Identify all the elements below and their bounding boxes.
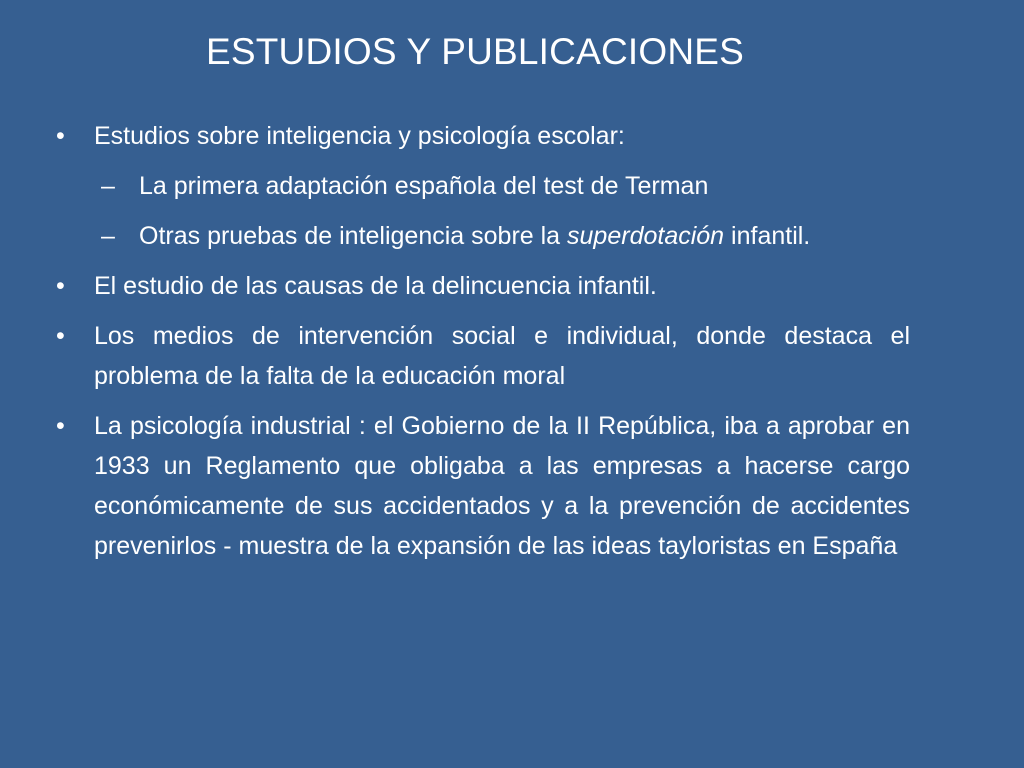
bullet-marker: • (56, 322, 65, 350)
bullet-marker: • (56, 122, 65, 150)
emphasis-text: superdotación (567, 222, 725, 250)
bullet-item (56, 406, 910, 566)
bullet-item (56, 316, 910, 396)
slide-title: ESTUDIOS Y PUBLICACIONES (205, 31, 745, 72)
bullet-text-after: infantil. (724, 222, 811, 250)
dash-marker: – (101, 222, 115, 250)
bullet-text: Los medios de intervención social e individual, donde destaca el problema de la falta de la educación moral (94, 322, 910, 390)
sub-bullet-item (56, 216, 910, 256)
bullet-item (56, 266, 910, 306)
sub-bullet-item (56, 166, 910, 206)
bullet-marker: • (56, 412, 65, 440)
dash-marker: – (101, 172, 115, 200)
bullet-text: La psicología industrial : el Gobierno de la II República, iba a aprobar en 1933 un Reglamento que obligaba a las empresas a hacerse cargo económicamente de sus accidentados y a la prevención de accidentes prevenirlos - muestra de la expansión de las ideas tayloristas en España (94, 412, 910, 560)
bullet-marker: • (56, 272, 65, 300)
bullet-list (56, 116, 910, 576)
bullet-text: Estudios sobre inteligencia y psicología escolar: (94, 122, 625, 150)
bullet-text: El estudio de las causas de la delincuencia infantil. (94, 272, 657, 300)
bullet-text: La primera adaptación española del test de Terman (139, 172, 709, 200)
bullet-text-before: Otras pruebas de inteligencia sobre la (139, 222, 568, 250)
bullet-item (56, 116, 910, 156)
